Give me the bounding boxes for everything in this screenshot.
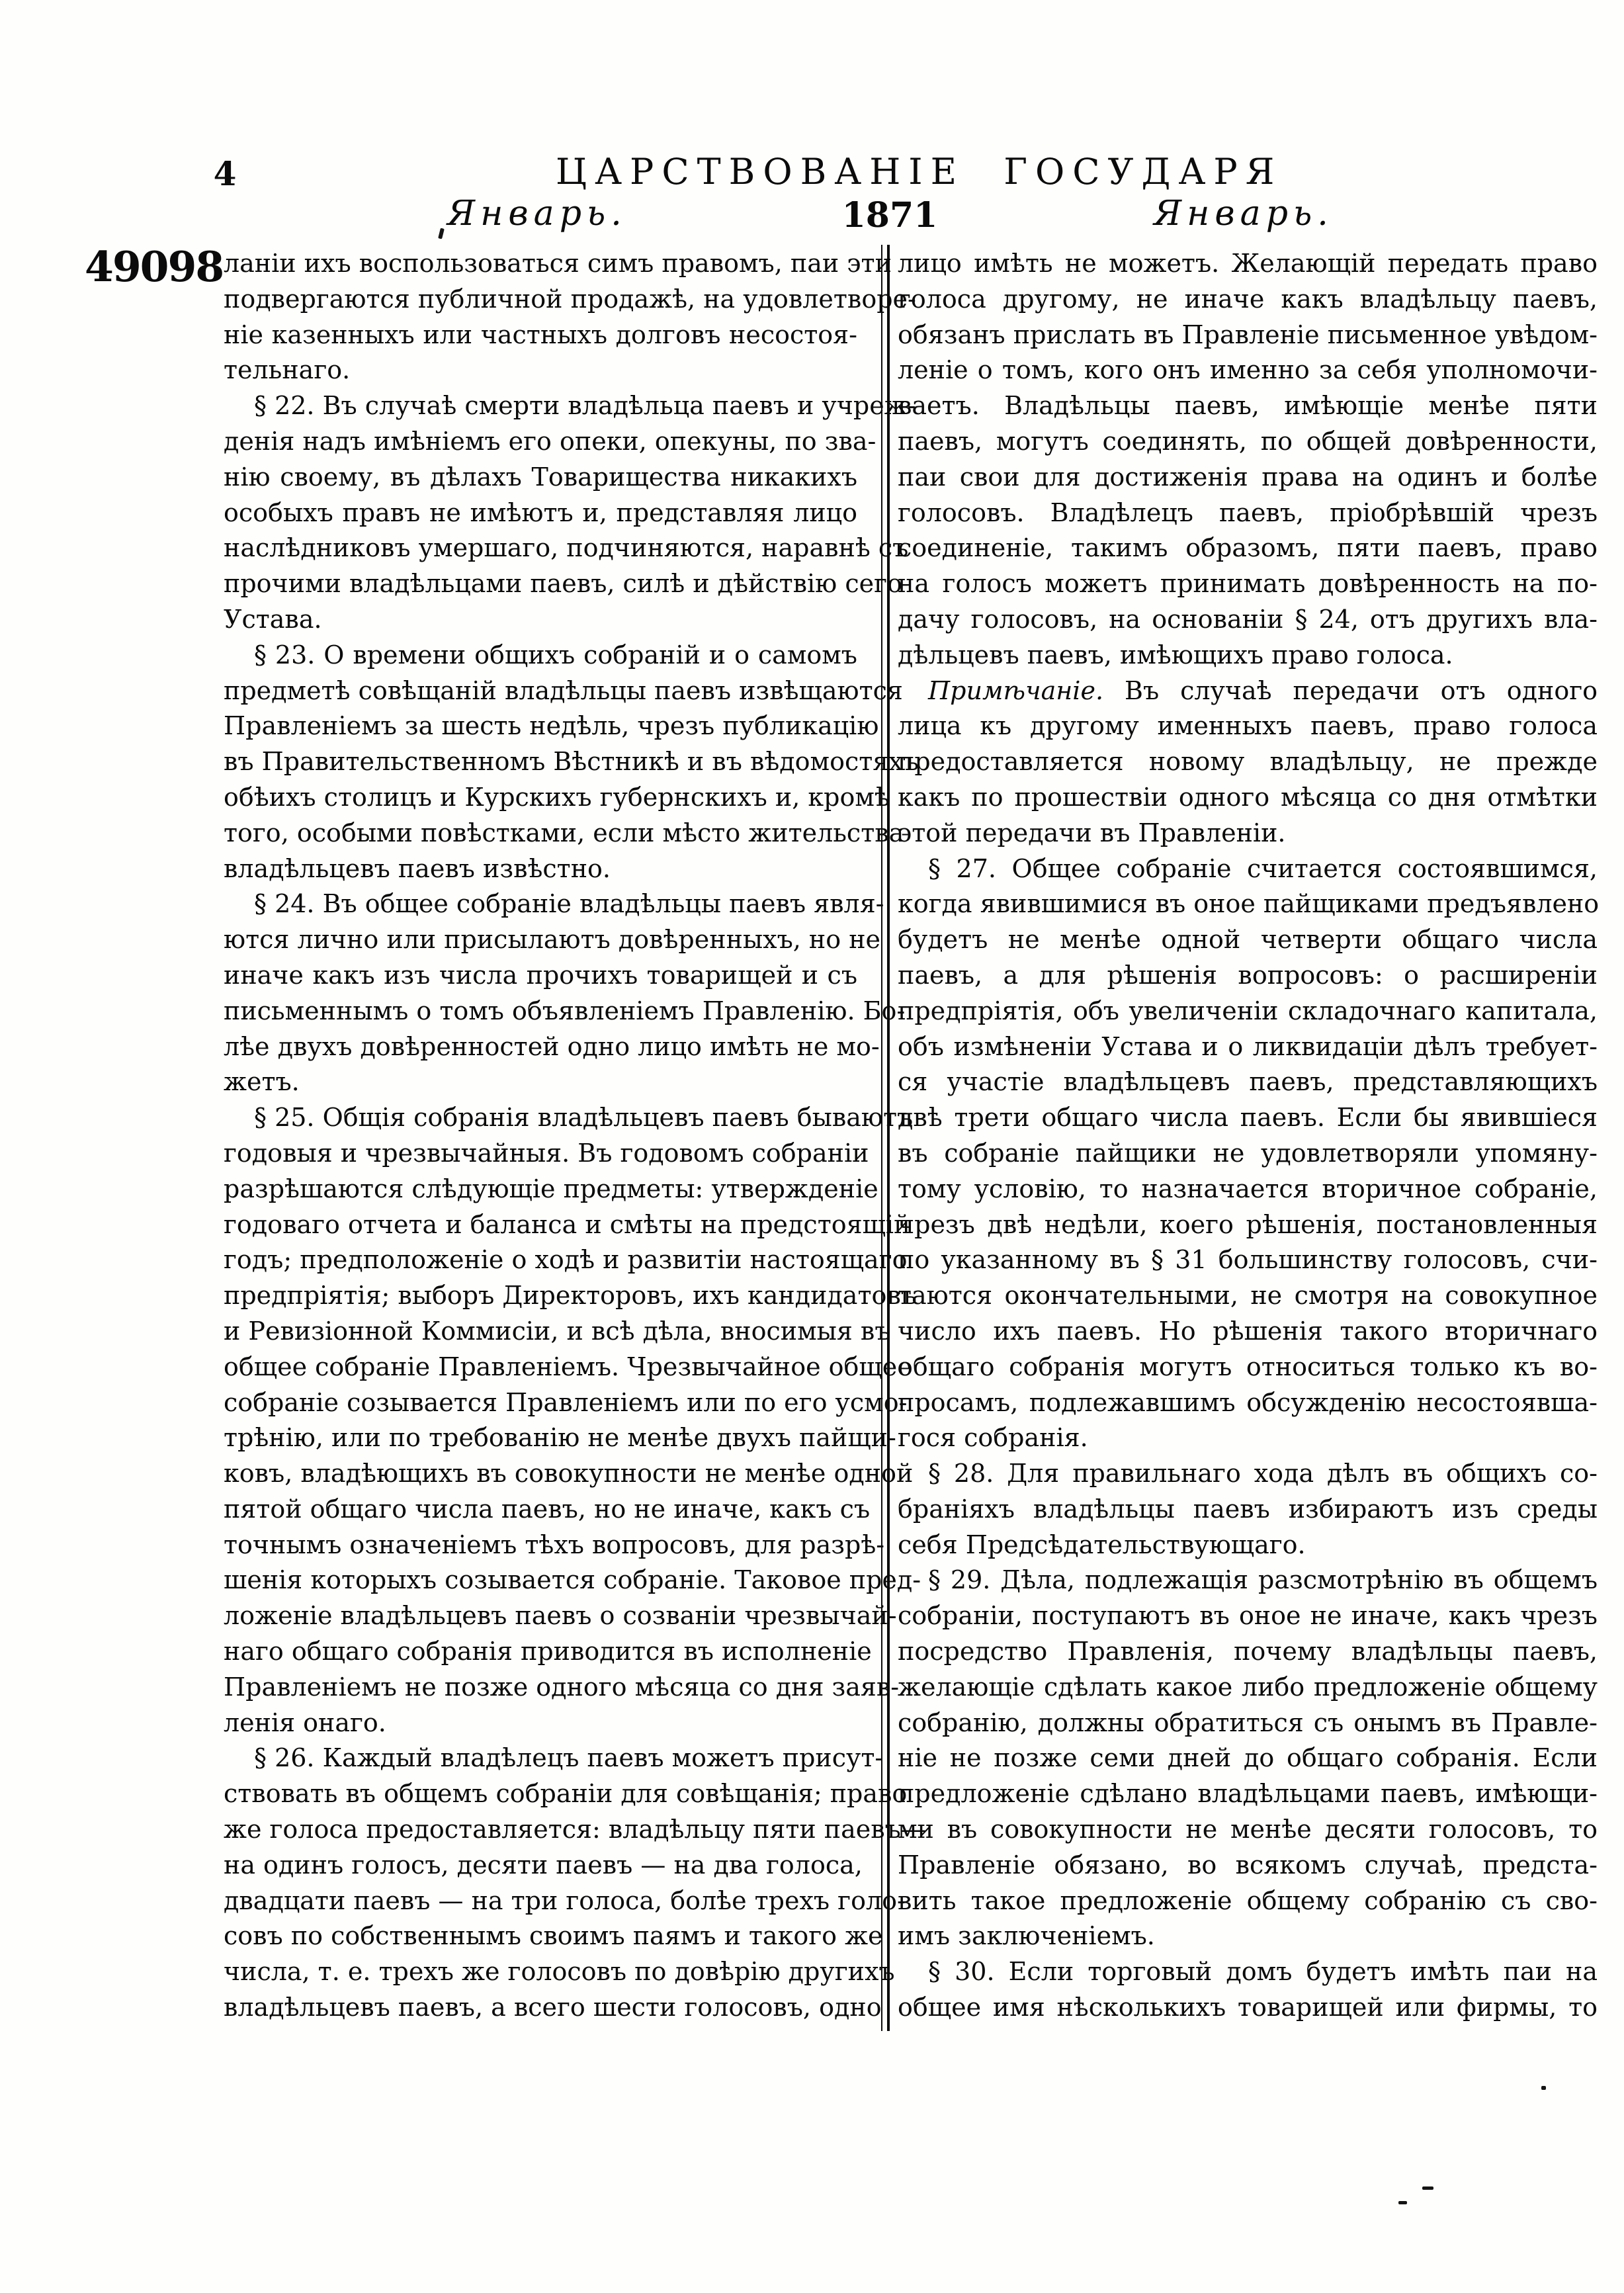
right-column [898,246,1598,2026]
text-line: § 26. Каждый владѣлецъ паевъ можетъ присут- [254,1743,884,1773]
paragraph [898,1456,1598,1563]
text-line: предметѣ совѣщаній владѣльцы паевъ извѣщаются [224,675,903,705]
text-line: двадцати паевъ — на три голоса, болѣе трехъ голо- [224,1885,906,1915]
act-number: 49098 [85,242,224,291]
text-line: леніе о томъ, кого онъ именно за себя уполномочи- [898,355,1598,385]
text-line: трѣнію, или по требованію не менѣе двухъ пайщи- [224,1423,896,1453]
text-line: общее собраніе Правленіемъ. Чрезвычайное общее [224,1352,912,1381]
text-line: точнымъ означеніемъ тѣхъ вопросовъ, для разрѣ- [224,1530,885,1559]
text-line: двѣ трети общаго числа паевъ. Если бы явившіеся [898,1103,1598,1133]
text-line: по указанному въ § 31 большинству голосовъ, счи- [898,1245,1598,1275]
text-line: общаго собранія могутъ относиться только къ во- [898,1352,1598,1381]
text-line: денія надъ имѣніемъ его опеки, опекуны, по зва- [224,426,876,456]
text-line: Устава. [224,604,322,634]
month-label-right: Январь. [1154,194,1334,234]
paragraph [224,1100,921,1741]
text-line: Правленіе обязано, во всякомъ случаѣ, предста- [898,1850,1598,1880]
text-line: паевъ, могутъ соединять, по общей довѣренности, [898,426,1598,456]
text-line: ложеніе владѣльцевъ паевъ о созваніи чрезвычай- [224,1601,897,1631]
text-line: браніяхъ владѣльцы паевъ избираютъ изъ среды [898,1494,1598,1524]
text-line: обѣихъ столицъ и Курскихъ губернскихъ и, кромѣ [224,782,890,812]
paragraph [224,388,916,638]
text-line: лица къ другому именныхъ паевъ, право голоса [898,711,1598,741]
paragraph [224,1741,926,2025]
text-line: лѣе двухъ довѣренностей одно лицо имѣть не мо- [224,1031,880,1061]
text-line: соединеніе, такимъ образомъ, пяти паевъ, право [898,533,1598,563]
text-line: обязанъ прислать въ Правленіе письменное увѣдом- [898,320,1598,349]
text-line: тельнаго. [224,355,351,385]
paragraph [224,887,906,1100]
text-line: ся участіе владѣльцевъ паевъ, представляющихъ [898,1067,1598,1097]
text-line: нію своему, въ дѣлахъ Товарищества никакихъ [224,462,857,492]
text-line: общее имя нѣсколькихъ товарищей или фирмы, то [898,1993,1598,2022]
text-line: будетъ не менѣе одной четверти общаго числа [898,925,1598,955]
left-column [224,246,926,2026]
text-line: предложеніе сдѣлано владѣльцами паевъ, имѣющи- [898,1779,1598,1809]
text-line: жетъ. [224,1067,300,1097]
ink-speck [1541,2086,1546,2090]
ink-speck [1398,2201,1407,2204]
text-line: ются лично или присылаютъ довѣренныхъ, но не [224,925,881,955]
text-line: шенія которыхъ созывается собраніе. Таковое пред- [224,1565,921,1595]
text-line: владѣльцевъ паевъ, а всего шести голосовъ, одно [224,1993,882,2022]
text-line: ніе не позже семи дней до общаго собранія. Если [898,1743,1598,1773]
text-line: и Ревизіонной Коммисіи, и всѣ дѣла, вносимыя въ [224,1316,891,1346]
text-line: себя Предсѣдательствующаго. [898,1530,1306,1559]
paragraph [224,638,919,887]
text-line: паевъ, а для рѣшенія вопросовъ: о расширеніи [898,960,1598,990]
text-line: ковъ, владѣющихъ въ совокупности не менѣе одной [224,1459,914,1489]
text-line: § 22. Въ случаѣ смерти владѣльца паевъ и учреж- [254,391,916,421]
text-line: § 25. Общія собранія владѣльцевъ паевъ бываютъ [254,1103,914,1133]
text-line: годовыя и чрезвычайныя. Въ годовомъ собраніи [224,1138,869,1168]
text-line: тому условію, то назначается вторичное собраніе, [898,1174,1598,1203]
text-line: имъ заключеніемъ. [898,1921,1155,1951]
running-title: ЦАРСТВОВАНІЕ ГОСУДАРЯ [556,151,1283,193]
text-line: дѣльцевъ паевъ, имѣющихъ право голоса. [898,640,1453,670]
text-line: собраніе созывается Правленіемъ или по его усмо- [224,1387,908,1417]
text-line: ствовать въ общемъ собраніи для совѣщанія; право [224,1779,908,1809]
text-line: собранію, должны обратиться съ онымъ въ Правле- [898,1708,1598,1737]
text-line: § 29. Дѣла, подлежащія разсмотрѣнію въ общемъ [928,1565,1598,1595]
column-divider [881,245,890,2031]
text-line: дачу голосовъ, на основаніи § 24, отъ другихъ вла- [898,604,1598,634]
text-line: наслѣдниковъ умершаго, подчиняются, наравнѣ съ [224,533,909,563]
text-line: Правленіемъ не позже одного мѣсяца со дня заяв- [224,1672,900,1702]
year-label: 1871 [841,195,938,236]
text-line: голоса другому, не иначе какъ владѣльцу паевъ, [898,284,1598,314]
text-line: ленія онаго. [224,1708,386,1737]
text-line: владѣльцевъ паевъ извѣстно. [224,853,611,883]
text-line: ніе казенныхъ или частныхъ долговъ несостоя- [224,320,857,349]
text-line: Примѣчаніе. Въ случаѣ передачи отъ одного [928,675,1598,705]
text-line: паи свои для достиженія права на одинъ и болѣе [898,462,1598,492]
text-line: годъ; предположеніе о ходѣ и развитіи настоящаго [224,1245,908,1275]
text-line: того, особыми повѣстками, если мѣсто жительства [224,818,904,847]
text-line: особыхъ правъ не имѣютъ и, представляя лицо [224,498,857,527]
text-line: иначе какъ изъ числа прочихъ товарищей и съ [224,960,857,990]
text-line: совъ по собственнымъ своимъ паямъ и такого же [224,1921,883,1951]
text-line: предпріятія, объ увеличеніи складочнаго капитала, [898,996,1598,1025]
text-line: вить такое предложеніе общему собранію съ сво- [898,1885,1598,1915]
text-line: таются окончательными, не смотря на совокупное [898,1281,1598,1311]
text-line: объ измѣненіи Устава и о ликвидаціи дѣлъ требует- [898,1031,1598,1061]
text-line: разрѣшаются слѣдующіе предметы: утвержденіе [224,1174,878,1203]
text-line: же голоса предоставляется: владѣльцу пяти паевъ— [224,1815,926,1844]
text-line: § 23. О времени общихъ собраній и о самомъ [254,640,857,670]
text-line: ми въ совокупности не менѣе десяти голосовъ, то [898,1815,1598,1844]
paragraph [898,246,1598,673]
text-line: письменнымъ о томъ объявленіемъ Правленію. Бо- [224,996,906,1025]
text-line: въ собраніе пайщики не удовлетворяли упомяну- [898,1138,1598,1168]
text-line: голосовъ. Владѣлецъ паевъ, пріобрѣвшій чрезъ [898,498,1598,527]
text-line: какъ по прошествіи одного мѣсяца со дня отмѣтки [898,782,1598,812]
text-line: просамъ, подлежавшимъ обсужденію несостоявша- [898,1387,1598,1417]
text-line: Правленіемъ за шесть недѣль, чрезъ публикацію [224,711,879,741]
text-line: § 28. Для правильнаго хода дѣлъ въ общихъ со- [928,1459,1598,1489]
text-line: на голосъ можетъ принимать довѣренность на по- [898,569,1598,599]
text-line: пятой общаго числа паевъ, но не иначе, какъ съ [224,1494,871,1524]
text-line: ваетъ. Владѣльцы паевъ, имѣющіе менѣе пяти [898,391,1598,421]
paragraph [898,673,1598,851]
month-label-left: Январь. [447,194,627,234]
text-line: предпріятія; выборъ Директоровъ, ихъ кандидатовъ [224,1281,917,1311]
text-line: § 27. Общее собраніе считается состоявшимся, [928,853,1598,883]
text-line: годоваго отчета и баланса и смѣты на предстоящій [224,1209,911,1239]
text-line: ланіи ихъ воспользоваться симъ правомъ, паи эти [224,249,892,278]
text-line: предоставляется новому владѣльцу, не прежде [898,747,1598,777]
paragraph [898,1563,1598,1954]
paragraph [898,851,1598,1457]
text-line: лицо имѣть не можетъ. Желающій передать право [898,249,1598,278]
text-line: подвергаются публичной продажѣ, на удовлетворе- [224,284,916,314]
text-line: въ Правительственномъ Вѣстникѣ и въ вѣдомостяхъ [224,747,919,777]
page-number: 4 [213,154,237,193]
text-line: чрезъ двѣ недѣли, коего рѣшенія, постановленныя [898,1209,1598,1239]
text-line: число ихъ паевъ. Но рѣшенія такого вторичнаго [898,1316,1598,1346]
text-line: прочими владѣльцами паевъ, силѣ и дѣйствію сего [224,569,902,599]
paragraph [898,1954,1598,2026]
text-line: этой передачи въ Правленіи. [898,818,1286,847]
text-line: гося собранія. [898,1423,1088,1453]
text-line: наго общаго собранія приводится въ исполненіе [224,1637,872,1666]
text-line: на одинъ голосъ, десяти паевъ — на два голоса, [224,1850,863,1880]
text-line: когда явившимися въ оное пайщиками предъявлено [898,889,1600,919]
text-line: § 24. Въ общее собраніе владѣльцы паевъ явля- [254,889,884,919]
text-line: § 30. Если торговый домъ будетъ имѣть паи на [928,1957,1598,1987]
text-line: посредство Правленія, почему владѣльцы паевъ, [898,1637,1598,1666]
text-line: желающіе сдѣлать какое либо предложеніе общему [898,1672,1598,1702]
text-line: собраніи, поступаютъ въ оное не иначе, какъ чрезъ [898,1601,1598,1631]
ink-speck [438,228,445,239]
text-line: числа, т. е. трехъ же голосовъ по довѣрію другихъ [224,1957,895,1987]
ink-speck [1422,2186,1433,2190]
note-label: Примѣчаніе. [928,675,1104,705]
paragraph [224,246,916,388]
